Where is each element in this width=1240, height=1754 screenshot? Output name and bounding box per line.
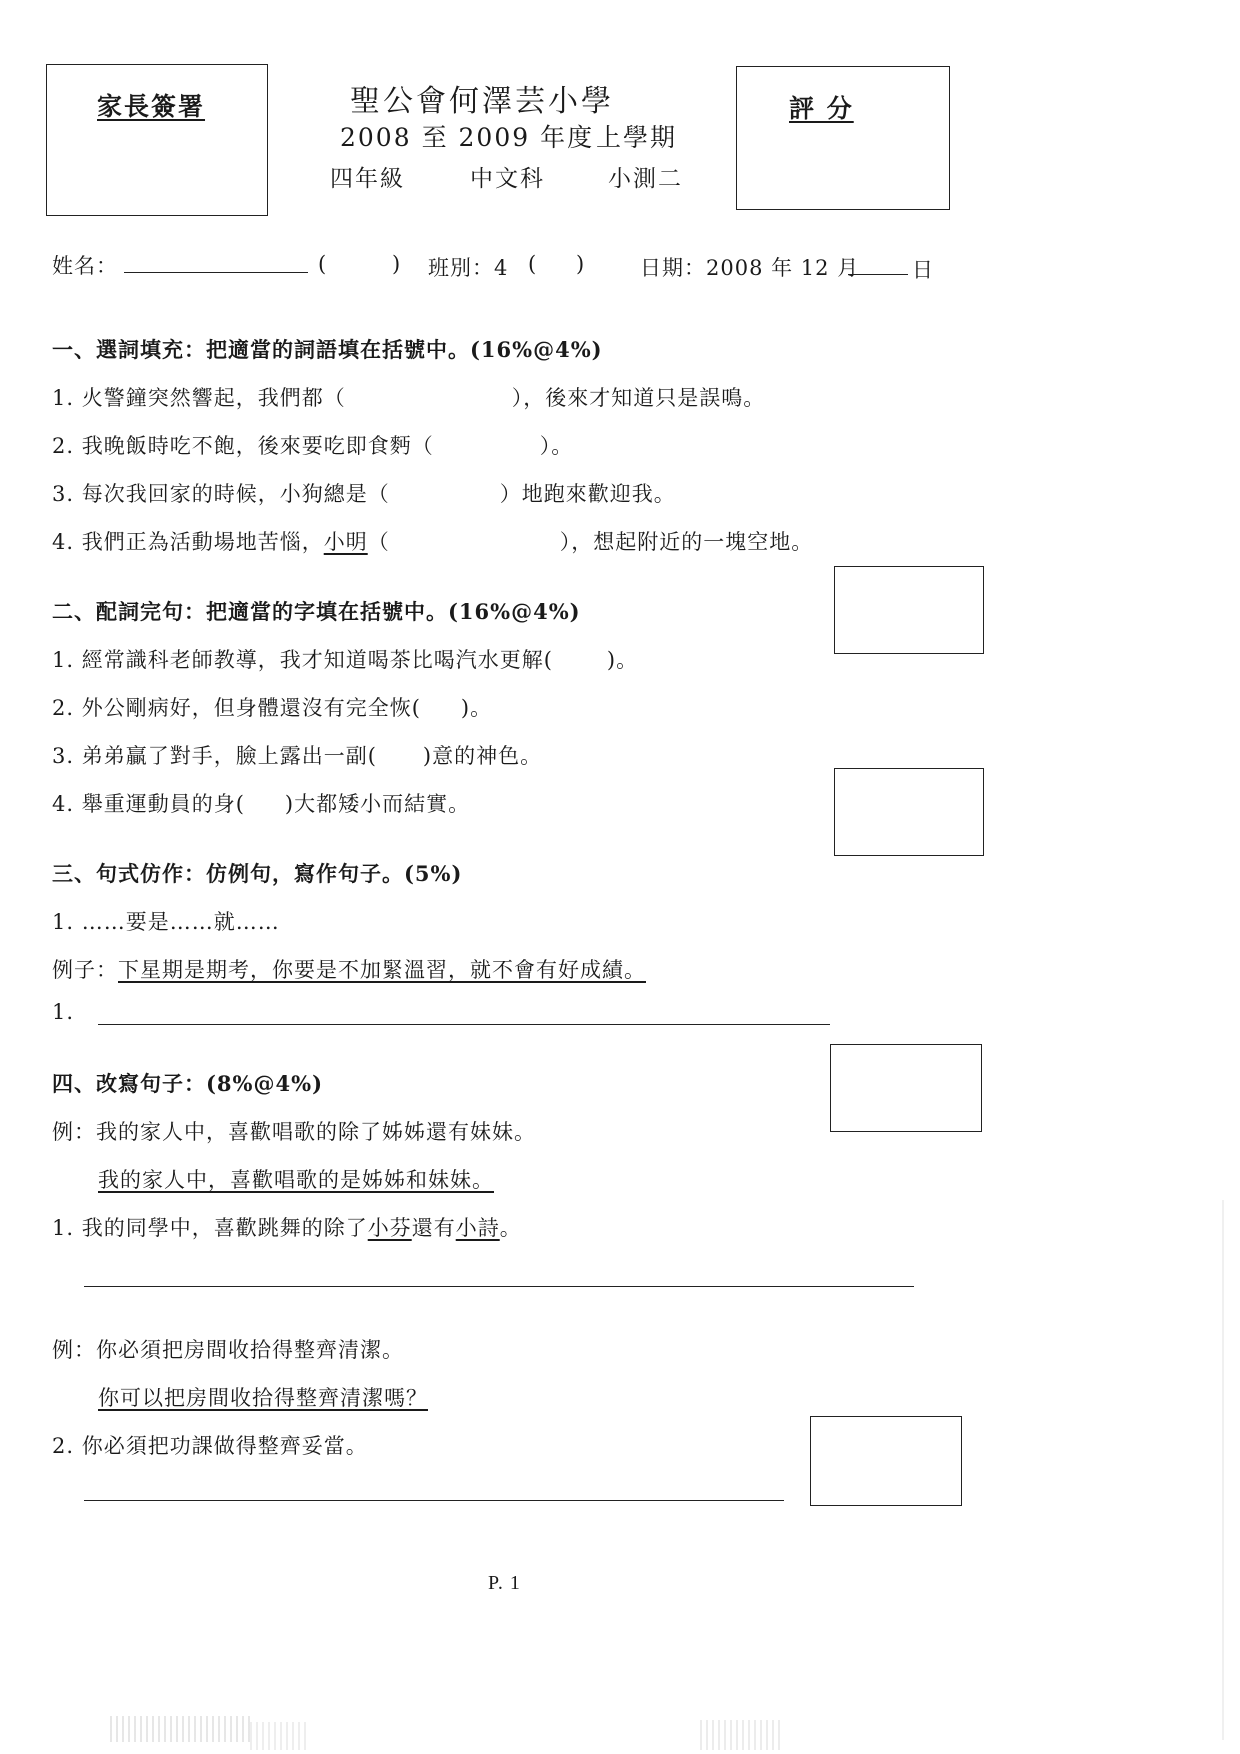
s4-q1-name2: 小詩: [455, 1216, 500, 1240]
term: 上學期: [596, 123, 678, 152]
s1-q1: [52, 382, 765, 412]
section1-title: 一、選詞填充：把適當的詞語填在括號中。(16%@4%): [52, 337, 603, 362]
s4-ex1: [52, 1116, 536, 1146]
s2-q2: [52, 692, 492, 722]
subject: 中文科: [470, 166, 545, 192]
s2-q2-start: 2. 外公剛病好，但身體還沒有完全恢(: [52, 696, 421, 720]
s3-example: [52, 954, 646, 984]
class-number-close: ): [392, 252, 402, 276]
s2-q1: [52, 644, 638, 674]
s1-q3-end: ）地跑來歡迎我。: [499, 482, 676, 506]
scan-noise-right: [700, 1720, 780, 1750]
s1-q1-start: 1. 火警鐘突然響起，我們都（: [52, 386, 346, 410]
s1-q2: [52, 430, 573, 460]
s1-q2-start: 2. 我晚飯時吃不飽，後來要吃即食麪（: [52, 434, 434, 458]
s1-q1-end: ），後來才知道只是誤鳴。: [511, 386, 766, 410]
s4-ex2: [52, 1334, 404, 1364]
s3-answer-line[interactable]: [98, 1024, 830, 1025]
grade: 四年級: [330, 166, 405, 192]
s4-ex1-text: 我的家人中，喜歡唱歌的除了姊姊還有妹妹。: [96, 1120, 536, 1144]
section4-title: 四、改寫句子：(8%@4%): [52, 1071, 324, 1096]
section3-title: 三、句式仿作：仿例句，寫作句子。(5%): [52, 861, 463, 886]
s2-q3-end: )意的神色。: [422, 744, 543, 768]
s4-q1-end: 。: [499, 1216, 522, 1240]
s1-q4: [52, 526, 813, 556]
date-label: 日期：2008 年 12 月: [640, 256, 860, 280]
section4-score-box[interactable]: [810, 1416, 962, 1506]
parent-signature-label: 家長簽署: [97, 92, 206, 121]
day-label: 日: [912, 258, 934, 282]
s2-q3-start: 3. 弟弟贏了對手，臉上露出一副(: [52, 744, 377, 768]
s3-example-label: 例子：: [52, 958, 118, 982]
s2-q2-end: )。: [460, 696, 493, 720]
s4-q1-mid: 還有: [411, 1216, 456, 1240]
s4-ex1-answer: 我的家人中，喜歡唱歌的是姊姊和妹妹。: [98, 1168, 494, 1192]
scan-noise-edge: [1222, 1200, 1228, 1740]
school-name: 聖公會何澤芸小學: [350, 84, 614, 119]
s3-answer-number: 1.: [52, 1000, 75, 1024]
s1-q4-name: 小明: [323, 530, 368, 554]
s4-q1-name1: 小芬: [367, 1216, 412, 1240]
s4-ex2-answer: 你可以把房間收拾得整齊清潔嗎？: [98, 1386, 428, 1410]
name-label: 姓名：: [52, 254, 118, 278]
scan-noise-left: [110, 1716, 250, 1742]
name-field[interactable]: [124, 272, 308, 273]
class-open: (: [528, 252, 538, 276]
s1-q4-end: ），想起附近的一塊空地。: [559, 530, 814, 554]
section2-score-box[interactable]: [834, 768, 984, 856]
s2-q3: [52, 740, 542, 770]
day-field[interactable]: [848, 274, 908, 275]
class-number-open: (: [318, 252, 328, 276]
s1-q3: [52, 478, 676, 508]
score-label: 評 分: [789, 94, 854, 123]
s2-q4: [52, 788, 470, 818]
s2-q4-end: )大都矮小而結實。: [284, 792, 471, 816]
section2-title: 二、配詞完句：把適當的字填在括號中。(16%@4%): [52, 599, 581, 624]
page-number: P. 1: [488, 1572, 521, 1594]
parent-signature-box[interactable]: [46, 64, 268, 216]
s4-q2: 2. 你必須把功課做得整齊妥當。: [52, 1434, 368, 1458]
s4-q1: [52, 1212, 522, 1242]
scan-noise-center: [250, 1722, 310, 1750]
s4-ex1-label: 例：: [52, 1120, 96, 1144]
score-box[interactable]: [736, 66, 950, 210]
class-label: 班別：4: [428, 256, 509, 280]
s3-example-text: 下星期是期考，你要是不加緊溫習，就不會有好成績。: [118, 958, 646, 982]
s4-q2-answer-line[interactable]: [84, 1500, 784, 1501]
s4-ex2-text: 你必須把房間收拾得整齊清潔。: [96, 1338, 404, 1362]
s1-q4-open: （: [367, 530, 390, 554]
s2-q4-start: 4. 舉重運動員的身(: [52, 792, 245, 816]
school-year: 2008 至 2009 年度: [340, 123, 595, 152]
section3-score-box[interactable]: [830, 1044, 982, 1132]
test-name: 小測二: [608, 166, 683, 192]
s3-pattern: 1. ……要是……就……: [52, 910, 280, 934]
s1-q3-start: 3. 每次我回家的時候，小狗總是（: [52, 482, 390, 506]
s2-q1-start: 1. 經常識科老師教導，我才知道喝茶比喝汽水更解(: [52, 648, 553, 672]
s1-q4-start: 4. 我們正為活動場地苦惱，: [52, 530, 324, 554]
s2-q1-end: )。: [606, 648, 639, 672]
s4-ex2-label: 例：: [52, 1338, 96, 1362]
s1-q2-end: ）。: [539, 434, 574, 458]
class-close: ): [576, 252, 586, 276]
s4-q1-start: 1. 我的同學中，喜歡跳舞的除了: [52, 1216, 368, 1240]
section1-score-box[interactable]: [834, 566, 984, 654]
s4-q1-answer-line[interactable]: [84, 1286, 914, 1287]
